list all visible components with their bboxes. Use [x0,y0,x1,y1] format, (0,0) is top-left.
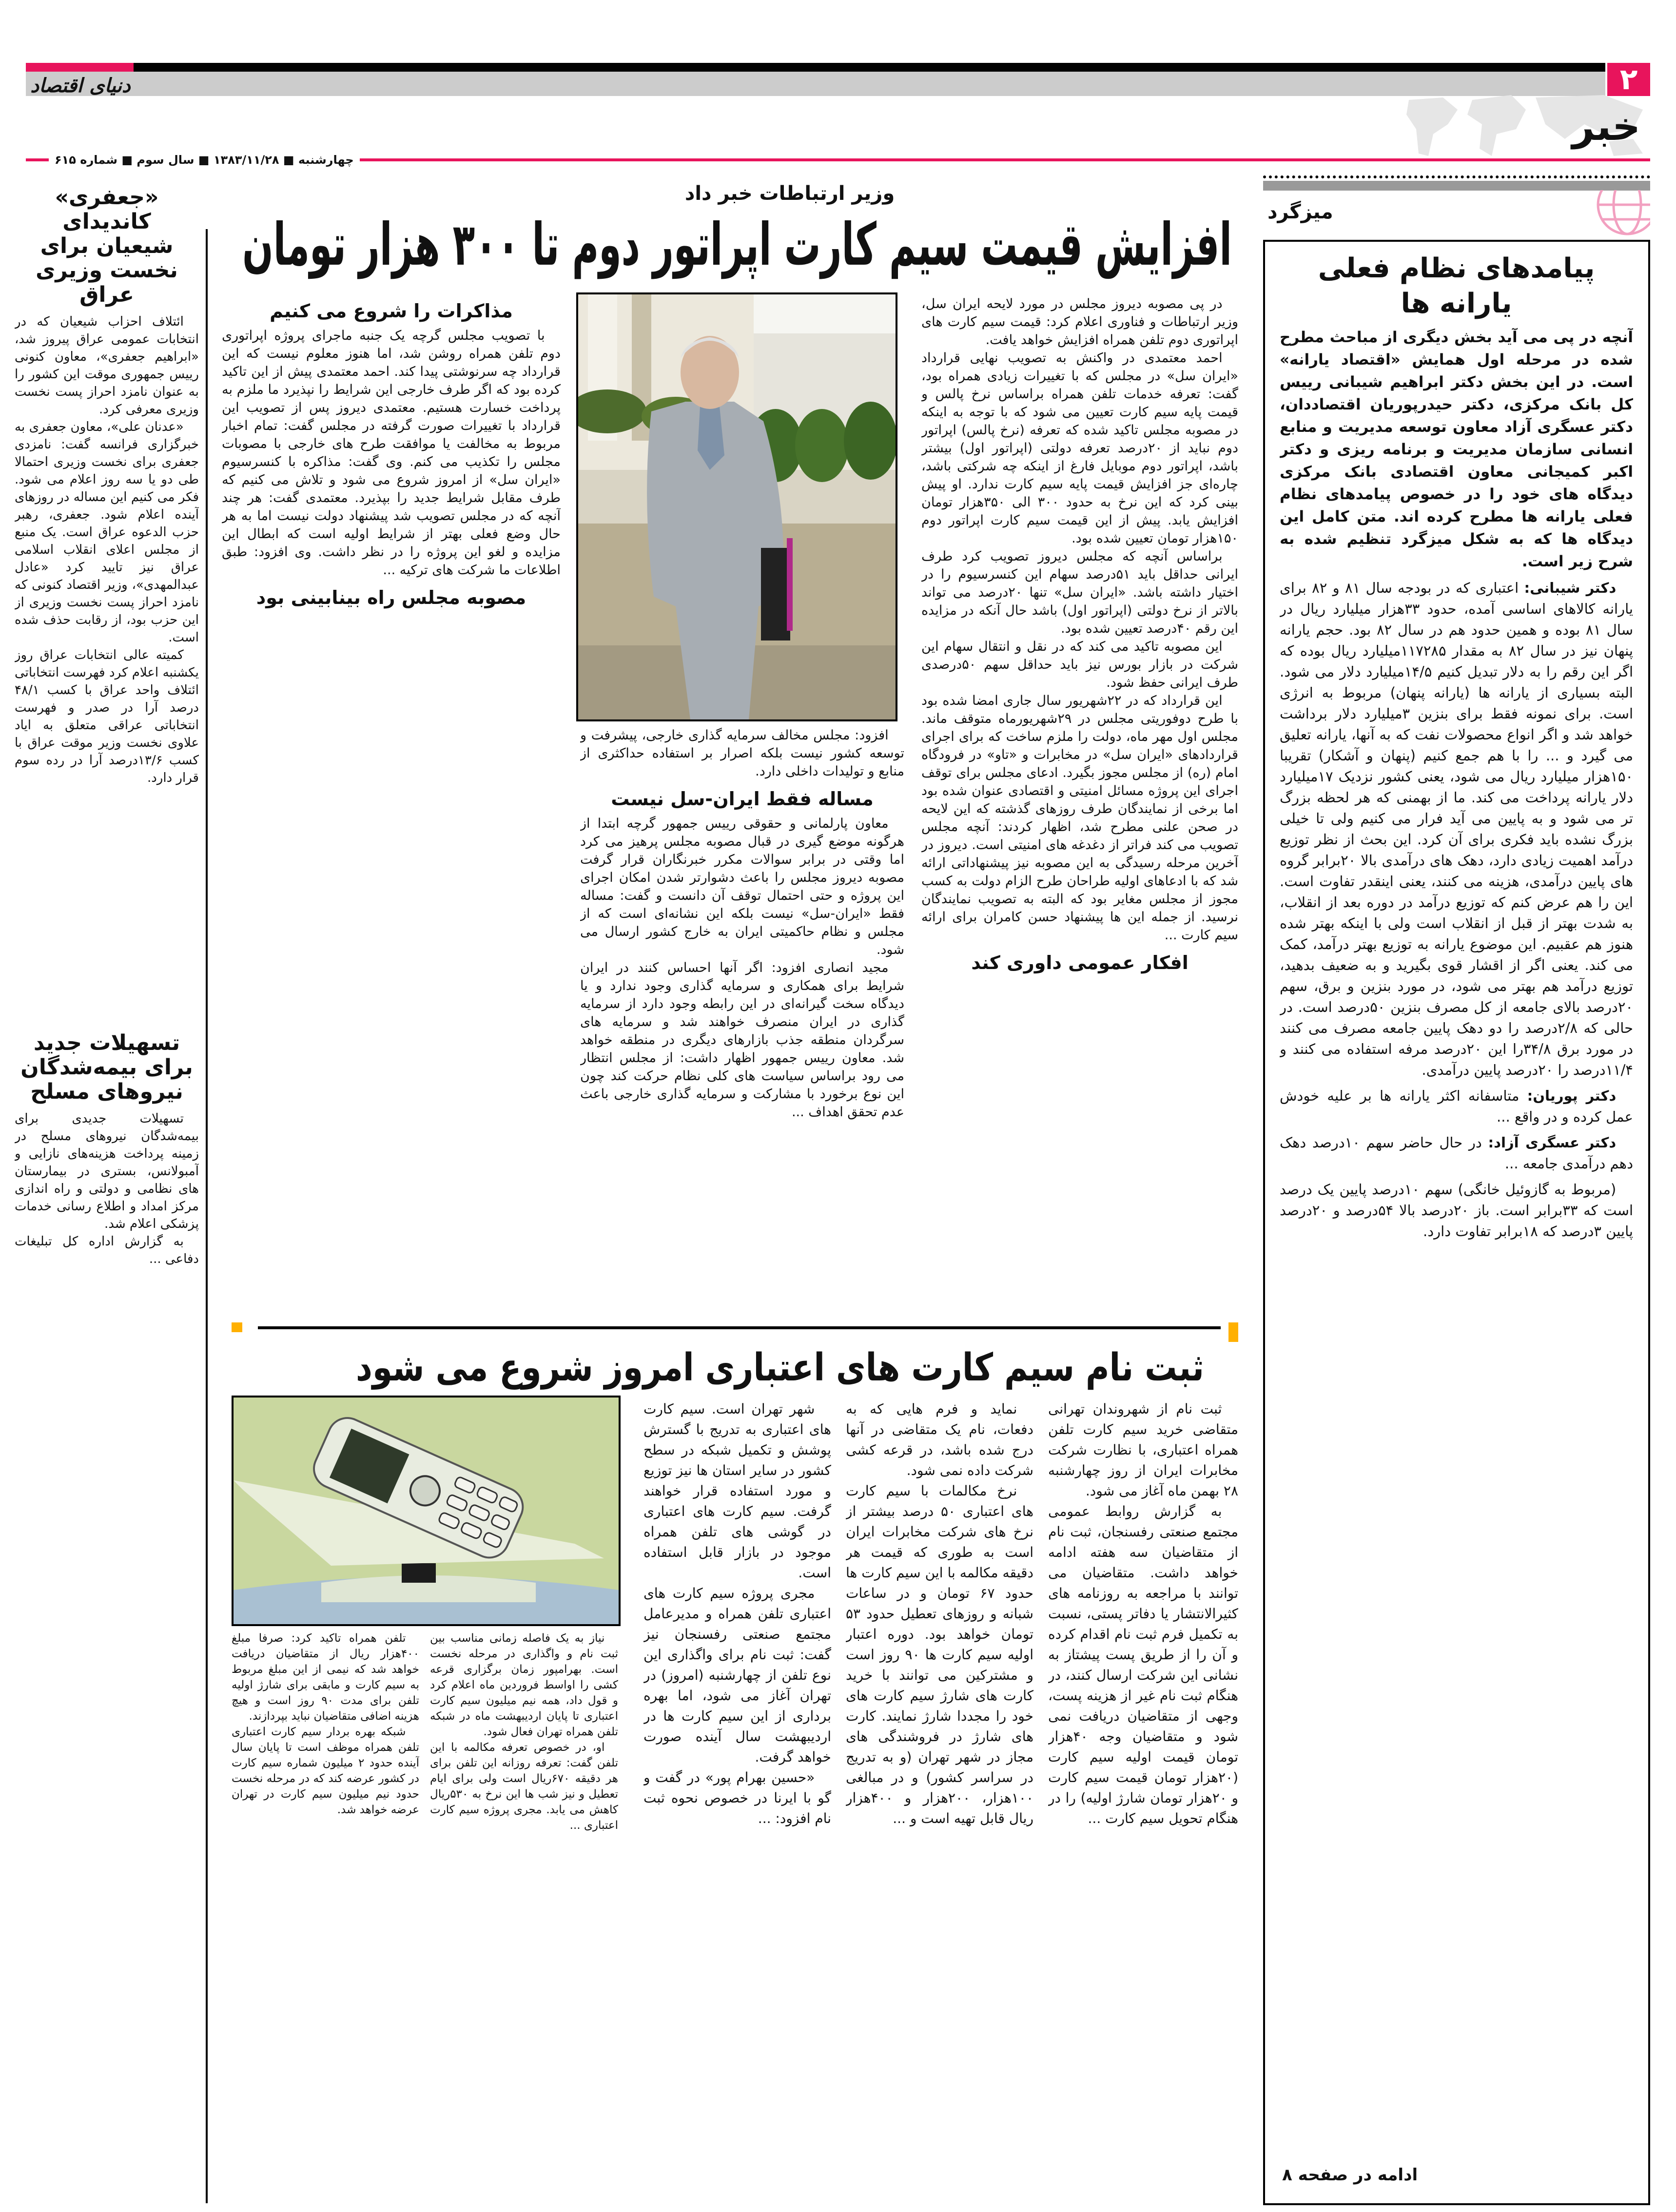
roundtable-paragraph [1280,1132,1633,1174]
newspaper-logo: دنیای اقتصاد [30,74,131,97]
roundtable-paragraph [1280,578,1633,1081]
paragraph: با تصویب مجلس گرچه یک جنبه ماجرای پروژه اپراتوری دوم تلفن همراه روشن شد، اما هنوز معلوم نیست که این قرارداد چه سرنوشتی پیدا کند. احمد معتمدی پیش از این تاکید کرده بود که اگر طرف خارجی این شرایط را نپذیرد ما ملزم به پرداخت خسارت هستیم. معتمدی دیروز پس از تصویب این قرارداد با تغییرات صورت گرفته در مجلس گفت: تمام اخبار مربوط به مخالفت یا موافقت طرح های خارجی با مصوبات مجلس را تکذیب می کنم. وی گفت: مذاکره با کنسرسیوم «ایران سل» از امروز شروع می شود و تلاش می کنیم که طرف مقابل شرایط جدید را بپذیرد. معتمدی گفت: هر چند آنچه که در مجلس تصویب شد پیشنهاد دولت نیست اما به هر حال وضع فعلی بهتر از شرایط اولیه است که ابطال این مزایده و لغو این پروژه را در نظر داشت. وی افزود: طبق اطلاعات ما شرکت های ترکیه ... [222,328,561,578]
roundtable-title: پیامدهای نظام فعلی یارانه ها [1318,252,1595,319]
speaker-text: در حال حاضر سهم ۱۰درصد دهک دهم درآمدی جامعه ... [1280,1134,1633,1172]
paragraph: ثبت نام از شهروندان تهرانی متقاضی خرید سیم کارت تلفن همراه اعتباری، با نظارت شرکت مخابرات ایران از روز چهارشنبه ۲۸ بهمن ماه آغاز می شود. [1048,1401,1238,1499]
speaker-text: (مربوط به گازوئیل خانگی) سهم ۱۰درصد پایین یک درصد است که ۳۳برابر است. باز ۲۰درصد بالا ۵۴درصد و ۲۰درصد پایین ۳درصد که ۱۸برابر تفاوت دارد. [1280,1181,1633,1240]
second-article-column-3 [643,1399,831,2198]
paragraph: در پی مصوبه دیروز مجلس در مورد لایحه ایران سل، وزیر ارتباطات و فناوری اعلام کرد: قیمت سیم کارت های اپراتوری دوم تلفن همراه افزایش خواهد یافت. [921,296,1238,348]
side-headline-1-line: شیعیان برای [40,233,174,258]
section-marker-left [232,1322,242,1332]
speaker-text: متاسفانه اکثر یارانه ها بر علیه خودش عمل کرده و در واقع ... [1280,1087,1633,1125]
side-headline-2-line: تسهیلات جدید [33,1031,180,1055]
page-number-box [1607,63,1650,96]
masthead-accent-block [26,63,134,72]
second-article-column-2 [846,1399,1033,2198]
side-headline-2 [15,1031,199,1104]
main-headline: افزایش قیمت سیم کارت اپراتور دوم تا ۳۰۰ هزار تومان [242,211,1232,279]
paragraph: مجری پروژه سیم کارت های اعتباری تلفن همراه و مدیرعامل مجتمع صنعتی رفسنجان نیز گفت: ثبت نام برای واگذاری این نوع تلفن از چهارشنبه (امروز) در تهران آغاز می شود، اما بهره برداری از این سیم کارت ها در اردیبهشت سال آینده صورت خواهد گرفت. [643,1585,831,1765]
paragraph: به گزارش اداره کل تبلیغات دفاعی ... [15,1234,199,1266]
side-news-2-body [15,1110,199,1268]
paragraph: نرخ مکالمات با سیم کارت های اعتباری ۵۰ درصد بیشتر از نرخ های شرکت مخابرات ایران است به طوری که قیمت هر دقیقه مکالمه با این سیم کارت ها حدود ۶۷ تومان و در ساعات شبانه و روزهای تعطیل حدود ۵۳ تومان خواهد بود. دوره اعتبار اولیه سیم کارت ها ۹۰ روز است و مشترکین می توانند با خرید کارت های شارژ سیم کارت های خود را مجددا شارژ نمایند. کارت های شارژ در فروشندگی های مجاز در شهر تهران (و به تدریج در سراسر کشور) و در مبالغی ۱۰۰هزار، ۲۰۰هزار و ۴۰۰هزار ریال قابل تهیه است و ... [846,1483,1033,1826]
side-headline-1-line: نخست وزیری عراق [36,258,178,307]
paragraph: معاون پارلمانی و حقوقی رییس جمهور گرچه ابتدا از هرگونه موضع گیری در قبال مصوبه مجلس پرهیز می کرد اما وقتی در برابر سوالات مکرر خبرنگاران قرار گرفت مصوبه دیروز مجلس را باعث دشوارتر شدن امکان اجرای این پروژه و حتی احتمال توقف آن دانست و گفت: مساله فقط «ایران-سل» نیست بلکه این نشانه‌ای است که از مجلس و نظام حاکمیتی ایران به خارج کشور ارسال می شود. [580,816,904,957]
roundtable-label: میزگرد [1267,201,1333,223]
paragraph: براساس آنچه که مجلس دیروز تصویب کرد طرف ایرانی حداقل باید ۵۱درصد سهام این کنسرسیوم را در اختیار داشته باشد. «ایران سل» تنها ۲۰درصد می تواند بالاتر از نرخ دولتی (اپراتور اول) باشد حال آنکه در مزایده این رقم ۴۰درصد تعیین شده بود. [921,549,1238,636]
paragraph: شبکه بهره بردار سیم کارت اعتباری تلفن همراه موظف است تا پایان سال آینده حدود ۲ میلیون شماره سیم کارت در کشور عرضه کند که در مرحله نخست حدود نیم میلیون سیم کارت در تهران عرضه خواهد شد. [232,1726,419,1816]
main-article-column-right [921,295,1238,1319]
speaker-text: اعتباری که در بودجه سال ۸۱ و ۸۲ برای یارانه کالاهای اساسی آمده، حدود ۳۳هزار میلیارد ریال در سال ۸۱ بوده و همین حدود هم در سال ۸۲ بود. حجم یارانه پنهان نیز در سال ۸۲ به مقدار ۱۱۷۲۸۵میلیارد ریال بوده که اگر این رقم را به دلار تبدیل کنیم ۱۴/۵میلیارد دلار می شود. البته بسیاری از یارانه ها (یارانه پنهان) مربوط به انرژی است. برای نمونه فقط برای بنزین ۳میلیارد دلار برداشت خواهد شد و اگر انواع محصولات نفت که به آنها، یارانه تعلیق می گیرد و ... را با هم جمع کنیم (پنهان و آشکار) تقریبا ۱۵۰هزار میلیارد ریال می شود، یعنی کشور نزدیک ۱۷میلیارد دلار یارانه پرداخت می کند. ما از بهمنی که هر لحظه بزرگ تر می شود و به پایین می آید فرار می کنیم ولی تا خیلی بزرگ نشده باید فکری برای آن کرد. این بحث از نظر توزیع درآمد اهمیت زیادی دارد، دهک های درآمدی بالا ۲۰برابر گروه های پایین درآمدی، هزینه می کنند، یعنی اینقدر تفاوت است. این را هم عرض کنم که توزیع درآمد در دوره بعد از انقلاب، به شدت بهتر از قبل از انقلاب است ولی با اینکه بهتر شده هنوز هم عقبیم. این موضوع یارانه به توزیع بهتر درآمد، کمک می کند. یعنی اگر از اقشار قوی بگیرید و به ضعیف بدهید، توزیع درآمد هم بهتر می شود، در مورد بنزین و برق، سهم ۲۰درصد بالای جامعه از کل مصرف بنزین ۵۰درصد است. در حالی که ۲/۸درصد را دو دهک پایین جامعه مصرف می کنند در مورد برق ۳۴/۸را این ۲۰درصد مرفه استفاده می کنند و ۱۱/۴درصد را ۲۰درصد پایین درآمدی. [1280,580,1633,1078]
masthead-grey-band [26,72,1605,96]
side-headline-2-line: نیروهای مسلح [30,1079,183,1104]
paragraph: مجید انصاری افزود: اگر آنها احساس کنند در ایران شرایط برای همکاری و سرمایه گذاری وجود ندارد و یا دیدگاه سخت گیرانه‌ای در این رابطه وجود دارد از سرمایه گذاری در ایران منصرف خواهند شد و سرمایه های سرگردان منطقه جذب بازارهای دیگری در منطقه خواهد شد. معاون رییس جمهور اظهار داشت: از مجلس انتظار می رود براساس سیاست های کلی نظام حرکت کند چون این نوع برخورد با مشارکت و سرمایه گذاری خارجی باعث عدم تحقق اهداف ... [580,960,904,1120]
roundtable-paragraph [1280,1179,1633,1242]
roundtable-paragraph [1280,1086,1633,1127]
roundtable-dotted-rule [1263,175,1650,178]
left-column-divider [206,229,208,2203]
subheading: مصوبه مجلس راه بینابینی بود [256,587,526,608]
section-title: خبر [1572,104,1640,149]
paragraph: تسهیلات جدیدی برای بیمه‌شدگان نیروهای مسلح در زمینه پرداخت هزینه‌های نازایی و آمبولانس، بستری در بیمارستان های نظامی و دولتی و راه اندازی مرکز امداد و اطلاع رسانی خدمات پزشکی اعلام شد. [15,1111,199,1231]
subheading: مذاکرات را شروع می کنیم [270,300,513,322]
paragraph: «حسین بهرام پور» در گفت و گو با ایرنا در خصوص نحوه ثبت نام افزود: ... [643,1769,831,1826]
paragraph: شهر تهران است. سیم کارت های اعتباری به تدریج با گسترش پوشش و تکمیل شبکه در سطح کشور در سایر استان ها نیز توزیع و مورد استفاده قرار خواهند گرفت. سیم کارت های اعتباری در گوشی های تلفن همراه موجود در بازار قابل استفاده است. [643,1401,831,1581]
main-headline-wrap [239,213,1234,279]
paragraph: این قرارداد که در ۲۲شهریور سال جاری امضا شده بود با طرح دوفوریتی مجلس در ۲۹شهریورماه متوقف ماند. مجلس اول مهر ماه، دولت را ملزم ساخت که برای اجرای قراردادهای «ایران سل» در مخابرات و «تاو» در فرودگاه امام (ره) از مجلس مجوز بگیرد. ادعای مجلس برای توقف اجرای این پروژه مسائل امنیتی و اقتصادی عنوان شده بود اما برخی از نمایندگان طرف روزهای گذشته که این لایحه در صحن علنی مطرح شد، اظهار کردند: آنچه مجلس تصویب می کند فراتر از دغدغه های امنیتی است. دیروز در آخرین مرحله رسیدگی به این مصوبه نیز پیشنهاداتی ارائه شد که با ادعاهای اولیه طراحان طرح الزام دولت به کسب مجوز از مجلس مغایر بود که البته به تصویب نمایندگان نرسید. از جمله این ها پیشنهاد حسن کامران برای ارائه سیم کارت ... [921,693,1238,943]
paragraph: افزود: مجلس مخالف سرمایه گذاری خارجی، پیشرفت و توسعه کشور نیست بلکه اصرار بر استفاده حداکثری از منابع و تولیدات داخلی دارد. [580,728,904,779]
globe-icon [1593,190,1650,236]
speaker-name: دکتر پوریان: [1527,1087,1617,1104]
section-rule [258,1326,1221,1329]
paragraph: او، در خصوص تعرفه مکالمه با این تلفن گفت: تعرفه روزانه این تلفن برای هر دقیقه ۶۷۰ریال است ولی برای ایام تعطیل و نیز شب ها این نرخ به ۵۳۰ریال کاهش می یابد. مجری پروژه سیم کارت اعتباری ... [430,1741,618,1832]
second-article-column-4 [430,1630,618,2196]
side-headline-1 [15,185,199,307]
paragraph: نماید و فرم هایی که به دفعات، نام یک متقاضی در آنها درج شده باشد، در قرعه کشی شرکت داده نمی شود. [846,1401,1033,1478]
masthead-black-bar [134,63,1605,72]
speaker-name: دکتر شیبانی: [1524,580,1617,596]
paragraph: این مصوبه تاکید می کند که در نقل و انتقال سهام این شرکت در بازار بورس نیز باید حداقل سهم ۵۰درصدی طرف ایرانی حفظ شود. [921,639,1238,690]
roundtable-body [1280,251,1633,2152]
paragraph: تلفن همراه تاکید کرد: صرفا مبلغ ۴۰۰هزار ریال از متقاضیان دریافت خواهد شد که نیمی از این مبلغ مربوط به سیم کارت و مابقی برای شارژ اولیه تلفن برای مدت ۹۰ روز است و هیچ هزینه اضافی متقاضیان نباید بپردازند. [232,1632,419,1723]
second-article-column-1 [1048,1399,1238,2198]
side-headline-2-line: برای بیمه‌شدگان [20,1055,193,1080]
dateline: چهارشنبه ■ ۱۳۸۳/۱۱/۲۸ ■ سال سوم ■ شماره ۶۱۵ [49,152,360,168]
paragraph: ائتلاف احزاب شیعیان که در انتخابات عمومی عراق پیروز شد، «ابراهیم جعفری»، معاون کنونی رییس جمهوری موقت این کشور را به عنوان نامزد احراز پست نخست وزیری معرفی کرد. [15,314,199,417]
page-number: ۲ [1619,62,1638,97]
paragraph: نیاز به یک فاصله زمانی مناسب بین ثبت نام و واگذاری در مرحله نخست است. بهرامپور زمان برگزاری قرعه کشی را اواسط فروردین ماه اعلام کرد و قول داد، همه نیم میلیون سیم کارت اعتباری تا پایان اردیبهشت ماه در شبکه تلفن همراه تهران فعال شود. [430,1632,618,1738]
roundtable-grey-bar [1263,181,1650,191]
second-article-column-5 [232,1630,419,2196]
side-news-1 [15,185,199,1014]
paragraph: به گزارش روابط عمومی مجتمع صنعتی رفسنجان، ثبت نام از متقاضیان سه هفته ادامه خواهد داشت. متقاضیان می توانند با مراجعه به روزنامه های کثیرالانتشار یا دفاتر پستی، نسبت به تکمیل فرم ثبت نام اقدام کرده و آن را از طریق پست پیشتاز به نشانی این شرکت ارسال کنند، در هنگام ثبت نام غیر از هزینه پست، وجهی از متقاضیان دریافت نمی شود و متقاضیان وجه ۴۰هزار تومان قیمت اولیه سیم کارت (۲۰هزار تومان قیمت سیم کارت و ۲۰هزار تومان شارژ اولیه) را در هنگام تحویل سیم کارت ... [1048,1503,1238,1826]
roundtable-lead: آنچه در پی می آید بخش دیگری از مباحث مطرح شده در مرحله اول همایش «اقتصاد یارانه» است. در این بخش دکتر ابراهیم شیبانی رییس کل بانک مرکزی، دکتر حیدرپوریان اقتصاددان، دکتر عسگری آزاد معاون توسعه مدیریت و منابع انسانی سازمان مدیریت و برنامه ریزی و دکتر اکبر کمیجانی معاون اقتصادی بانک مرکزی دیدگاه های خود را در خصوص پیامدهای نظام فعلی یارانه ها مطرح کرده اند. متن کامل این دیدگاه ها که به شکل میزگرد تنظیم شده به شرح زیر است. [1280,329,1633,570]
section-marker-right [1228,1322,1238,1342]
subheading: مساله فقط ایران-سل نیست [611,788,874,810]
subheading: افکار عمومی داوری کند [971,952,1189,973]
main-article-kicker: وزیر ارتباطات خبر داد [684,182,895,205]
second-headline: ثبت نام سیم کارت های اعتباری امروز شروع می شود [356,1346,1204,1390]
paragraph: «عدنان علی»، معاون جعفری به خبرگزاری فرانسه گفت: نامزدی جعفری برای نخست وزیری احتمالا طی دو یا سه روز اعلام می شود. فکر می کنیم این مساله در روزهای آینده اعلام شود. جعفری، رهبر حزب الدعوه عراق است. یک منبع از مجلس اعلای انقلاب اسلامی عراق نیز تایید کرد «عادل عبدالمهدی»، وزیر اقتصاد کنونی که نامزد احراز پست نخست وزیری از این حزب بود، از رقابت حذف شده است. [15,420,199,645]
mobile-phone-photo [232,1396,621,1626]
second-headline-wrap [341,1345,1219,1392]
side-news-1-body [15,313,199,787]
main-article-column-middle [580,726,904,1319]
side-headline-1-line: «جعفری» کاندیدای [55,185,159,234]
continued-on-page-link[interactable]: ادامه در صفحه ۸ [1282,2165,1418,2185]
paragraph: احمد معتمدی در واکنش به تصویب نهایی قرارداد «ایران سل» در مجلس که با تغییرات زیادی همراه بود، گفت: تعرفه خدمات تلفن همراه براساس نرخ پالس و قیمت پایه سیم کارت تعیین می شود که با توجه به اینکه در مصوبه مجلس تاکید شده که تعرفه (نرخ پالس) اپراتور دوم نباید از ۲۰درصد تعرفه دولتی (اپراتور اول) بیشتر باشد، اپراتور دوم موبایل فارغ از اینکه چه شرکتی باشد، چاره‌ای جز افزایش قیمت پایه سیم کارت ندارد. او پیش بینی کرد که این نرخ به حدود ۳۰۰ الی ۳۵۰هزار تومان افزایش یابد. پیش از این قیمت سیم کارت اپراتور دوم ۱۵۰هزار تومان تعیین شده بود. [921,350,1238,546]
paragraph: کمیته عالی انتخابات عراق روز یکشنبه اعلام کرد فهرست انتخاباتی ائتلاف واحد عراق با کسب ۴۸/۱ درصد آرا در صدر و فهرست انتخاباتی عراقی متعلق به ایاد علاوی نخست وزیر موقت عراق با کسب ۱۳/۶درصد آرا در رده سوم قرار دارد. [15,648,199,785]
minister-photo [576,292,897,721]
main-article-column-left [222,292,561,1316]
side-news-2 [15,1031,199,2198]
speaker-name: دکتر عسگری آزاد: [1488,1134,1617,1151]
